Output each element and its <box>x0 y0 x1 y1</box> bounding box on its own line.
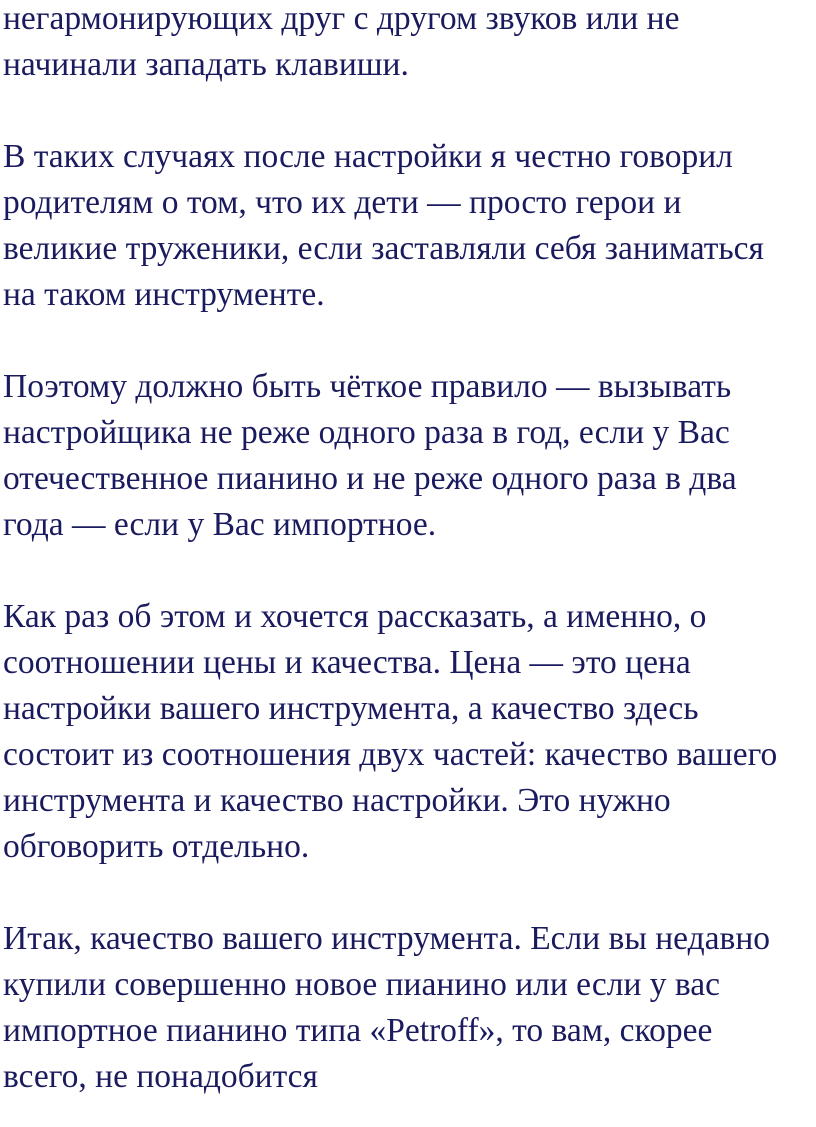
paragraph-5: Итак, качество вашего инструмента. Если вы недавно купили совершенно новое пианино или если у вас импортное пианино типа «Petroff», то вам, скорее всего, не понадобится <box>3 920 771 1095</box>
paragraph-4: Как раз об этом и хочется рассказать, а именно, о соотношении цены и качества. Цена — это цена настройки вашего инструмента, а качество здесь состоит из соотношения двух частей: качество вашего инструмента и качество настройки. Это нужно обговорить отдельно. <box>3 598 778 865</box>
paragraph-1: негармонирующих друг с другом звуков или не начинали западать клавиши. <box>3 0 680 83</box>
paragraph-2: В таких случаях после настройки я честно говорил родителям о том, что их дети — просто герои и великие труженики, если заставляли себя заниматься на таком инструменте. <box>3 138 764 313</box>
paragraph-3: Поэтому должно быть чёткое правило — вызывать настройщика не реже одного раза в год, если у Вас отечественное пианино и не реже одного раза в два года — если у Вас импортное. <box>3 368 737 543</box>
